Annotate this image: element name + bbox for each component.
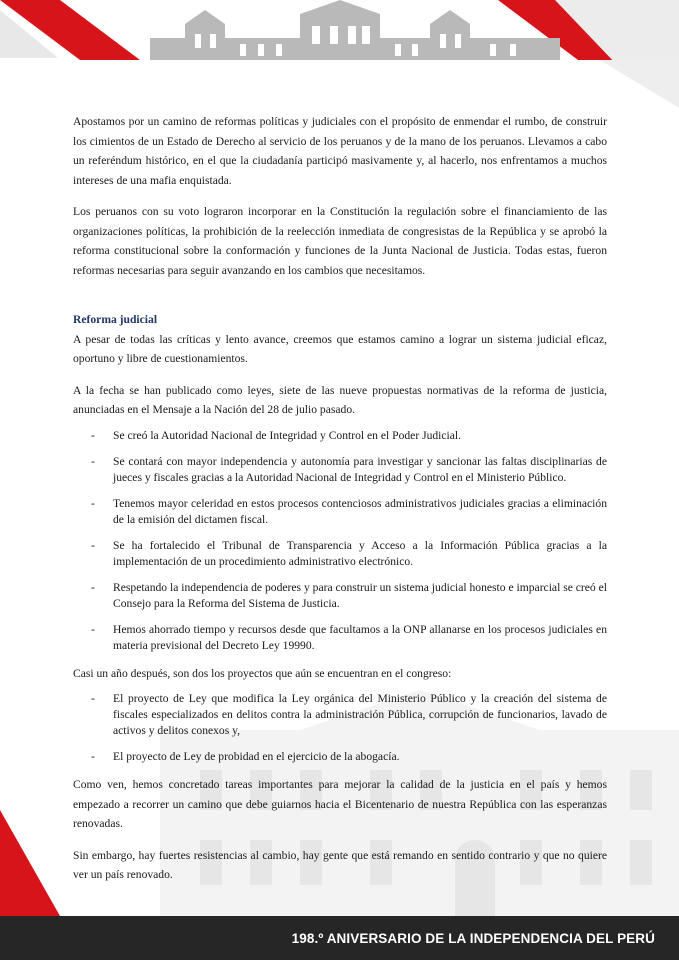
intro-paragraph-1: Apostamos por un camino de reformas políticas y judiciales con el propósito de enmendar el rumbo, de construir los cimientos de un Estado de Derecho al servicio de los peruanos y de la mano de los peruanos. Llevamos a cabo un referéndum histórico, en el que la ciudadanía participó masivamente y, al hacerlo, nos enfrentamos a muchos intereses de una mafia enquistada. (73, 115, 607, 187)
pending-projects-list (73, 691, 607, 765)
document-body (73, 112, 607, 885)
footer-title: 198.º ANIVERSARIO DE LA INDEPENDENCIA DEL PERÚ (291, 930, 655, 946)
list-marker: - (91, 692, 95, 705)
reform-laws-list (73, 428, 607, 654)
list-item: - El proyecto de Ley de probidad en el ejercicio de la abogacía. (91, 750, 400, 763)
closing-paragraph-1: Como ven, hemos concretado tareas importantes para mejorar la calidad de la justicia en el país y hemos empezado a recorrer un camino que debe guiarnos hacia el Bicentenario de nuestra República con las esperanzas renovadas. (73, 778, 607, 830)
footer-bar (0, 916, 679, 960)
list-marker: - (91, 428, 95, 442)
list-item: - Hemos ahorrado tiempo y recursos desde que facultamos a la ONP allanarse en los procesos judiciales en materia previsional del Decreto Ley 19990. (91, 622, 607, 652)
header-banner (0, 0, 679, 110)
list-marker: - (91, 750, 95, 763)
section-paragraph-2: A la fecha se han publicado como leyes, siete de las nueve propuestas normativas de la reforma de justicia, anunciadas en el Mensaje a la Nación del 28 de julio pasado. (73, 383, 607, 416)
list-item: - Se contará con mayor independencia y autonomía para investigar y sancionar las faltas disciplinarias de jueces y fiscales gracias a la Autoridad Nacional de Integridad y Control en el Ministerio Público. (91, 454, 607, 484)
list-marker: - (91, 496, 95, 510)
intro-paragraph-2: Los peruanos con su voto lograron incorporar en la Constitución la regulación sobre el financiamiento de las organizaciones políticas, la prohibición de la reelección inmediata de congresistas de la República y se aprobó la reforma constitucional sobre la conformación y funciones de la Junta Nacional de Justicia. Todas estas, fueron reformas necesarias para seguir avanzando en los cambios que necesitamos. (73, 205, 607, 277)
list-marker: - (91, 580, 95, 594)
section-paragraph-1: A pesar de todas las críticas y lento avance, creemos que estamos camino a lograr un sistema judicial eficaz, oportuno y libre de cuestionamientos. (73, 332, 607, 365)
list-item: - Se creó la Autoridad Nacional de Integridad y Control en el Poder Judicial. (91, 428, 462, 442)
list-marker: - (91, 538, 95, 552)
list-item: - El proyecto de Ley que modifica la Ley orgánica del Ministerio Público y la creación del sistema de fiscales especializados en delitos contra la administración Pública, corrupción de funcionarios, lavado de activos y delitos conexos y, (91, 692, 607, 737)
closing-paragraph-2: Sin embargo, hay fuertes resistencias al cambio, hay gente que está remando en sentido contrario y que no quiere ver un país renovado. (73, 848, 607, 881)
list-marker: - (91, 622, 95, 636)
list-item: - Respetando la independencia de poderes y para construir un sistema judicial honesto e imparcial se creó el Consejo para la Reforma del Sistema de Justicia. (91, 580, 607, 610)
section-paragraph-3: Casi un año después, son dos los proyectos que aún se encuentran en el congreso: (73, 666, 452, 680)
list-item: - Se ha fortalecido el Tribunal de Transparencia y Acceso a la Información Pública gracias a la implementación de un procedimiento administrativo electrónico. (91, 538, 607, 568)
list-item: - Tenemos mayor celeridad en estos procesos contenciosos administrativos judiciales gracias a eliminación de la emisión del dictamen fiscal. (91, 496, 607, 526)
section-heading: Reforma judicial (73, 313, 158, 326)
list-marker: - (91, 454, 95, 468)
